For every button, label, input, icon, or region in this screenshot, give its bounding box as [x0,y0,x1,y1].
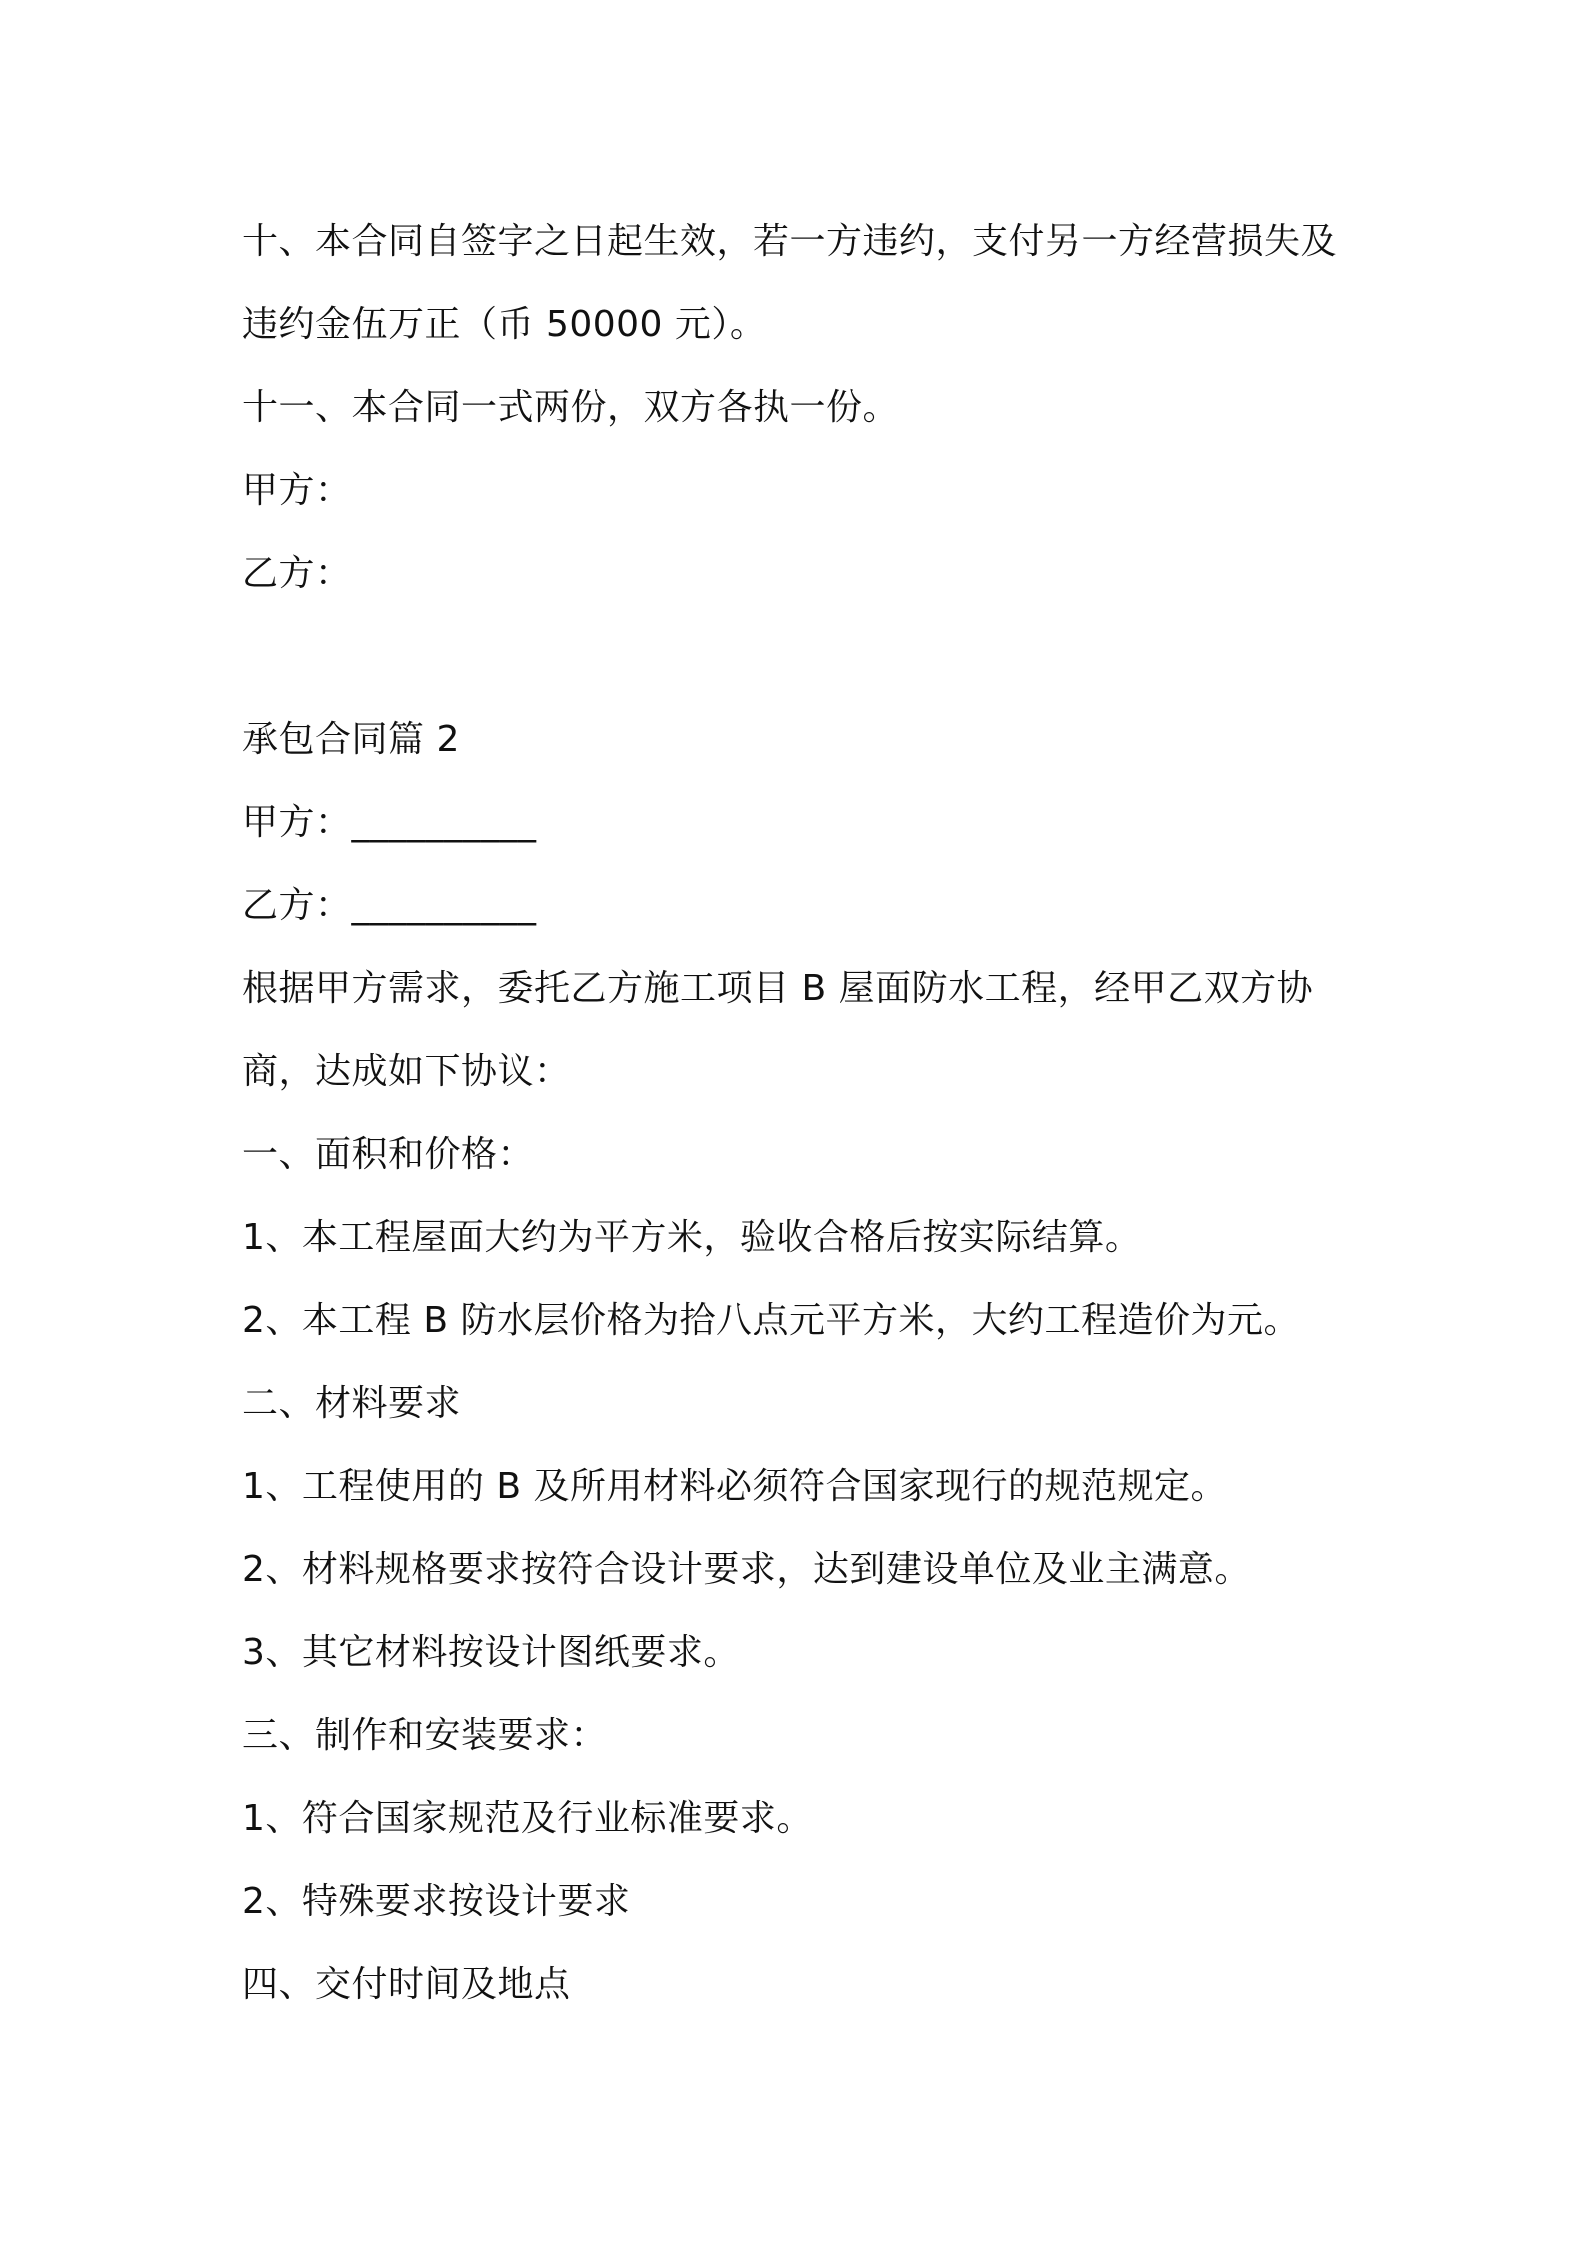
item-install-2: 2、特殊要求按设计要求 [242,1881,631,1922]
item-materials-2: 2、材料规格要求按符合设计要求，达到建设单位及业主满意。 [242,1549,1251,1590]
item-materials-1: 1、工程使用的 B 及所用材料必须符合国家现行的规范规定。 [242,1466,1227,1507]
item-price: 2、本工程 B 防水层价格为拾八点元平方米，大约工程造价为元。 [242,1300,1300,1341]
item-materials-3: 3、其它材料按设计图纸要求。 [242,1632,740,1673]
party-a-field: 甲方：__________ [242,802,537,843]
preamble-line-1: 根据甲方需求，委托乙方施工项目 B 屋面防水工程，经甲乙双方协 [242,968,1314,1009]
heading-install: 三、制作和安装要求： [242,1715,608,1756]
document-body [242,200,1362,2026]
clause-10-line-1: 十、本合同自签字之日起生效，若一方违约，支付另一方经营损失及 [242,221,1338,262]
party-b-signature: 乙方： [242,553,352,594]
section-title: 承包合同篇 2 [242,719,460,760]
preamble-line-2: 商，达成如下协议： [242,1051,571,1092]
heading-delivery: 四、交付时间及地点 [242,1964,571,2005]
heading-area-price: 一、面积和价格： [242,1134,535,1175]
clause-10-line-2: 违约金伍万正（币 50000 元）。 [242,304,767,345]
party-b-field: 乙方：__________ [242,885,537,926]
item-install-1: 1、符合国家规范及行业标准要求。 [242,1798,813,1839]
heading-materials: 二、材料要求 [242,1383,462,1424]
blank-line [242,615,1362,698]
party-a-signature: 甲方： [242,470,352,511]
clause-11: 十一、本合同一式两份，双方各执一份。 [242,387,900,428]
item-area: 1、本工程屋面大约为平方米，验收合格后按实际结算。 [242,1217,1142,1258]
